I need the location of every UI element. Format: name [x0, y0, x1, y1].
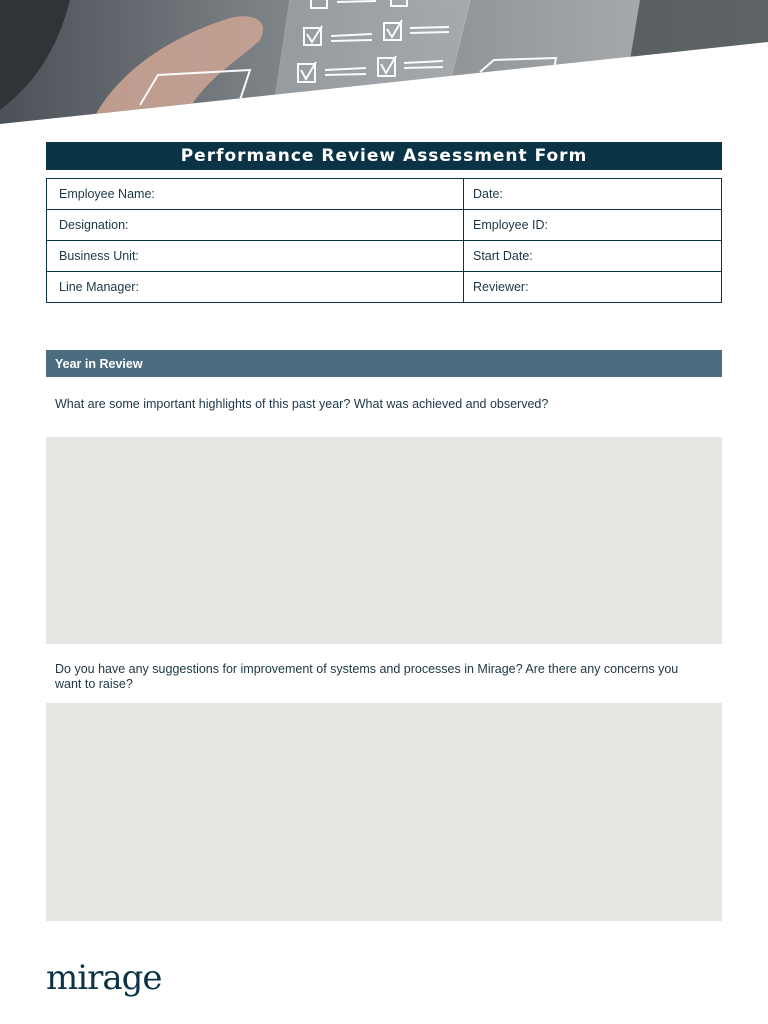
designation-field[interactable]: Designation:: [47, 210, 464, 241]
form-title: Performance Review Assessment Form: [46, 142, 722, 170]
table-row: [47, 241, 722, 272]
table-row: [47, 210, 722, 241]
question-highlights: What are some important highlights of this past year? What was achieved and observed?: [55, 397, 549, 411]
date-field[interactable]: Date:: [464, 179, 722, 210]
header-photo: [0, 0, 768, 126]
employee-info-table: [46, 178, 722, 303]
employee-id-field[interactable]: Employee ID:: [464, 210, 722, 241]
line-manager-field[interactable]: Line Manager:: [47, 272, 464, 303]
table-row: [47, 179, 722, 210]
section-heading-year-in-review: Year in Review: [46, 350, 722, 377]
answer-box-suggestions[interactable]: [46, 703, 722, 921]
answer-box-highlights[interactable]: [46, 437, 722, 644]
employee-name-field[interactable]: Employee Name:: [47, 179, 464, 210]
table-row: [47, 272, 722, 303]
start-date-field[interactable]: Start Date:: [464, 241, 722, 272]
reviewer-field[interactable]: Reviewer:: [464, 272, 722, 303]
mirage-logo: mirage: [46, 958, 162, 998]
question-suggestions: Do you have any suggestions for improvement of systems and processes in Mirage? Are there any concerns you want to raise?: [55, 662, 679, 691]
business-unit-field[interactable]: Business Unit:: [47, 241, 464, 272]
checklist-tablet-photo-icon: [0, 0, 768, 126]
